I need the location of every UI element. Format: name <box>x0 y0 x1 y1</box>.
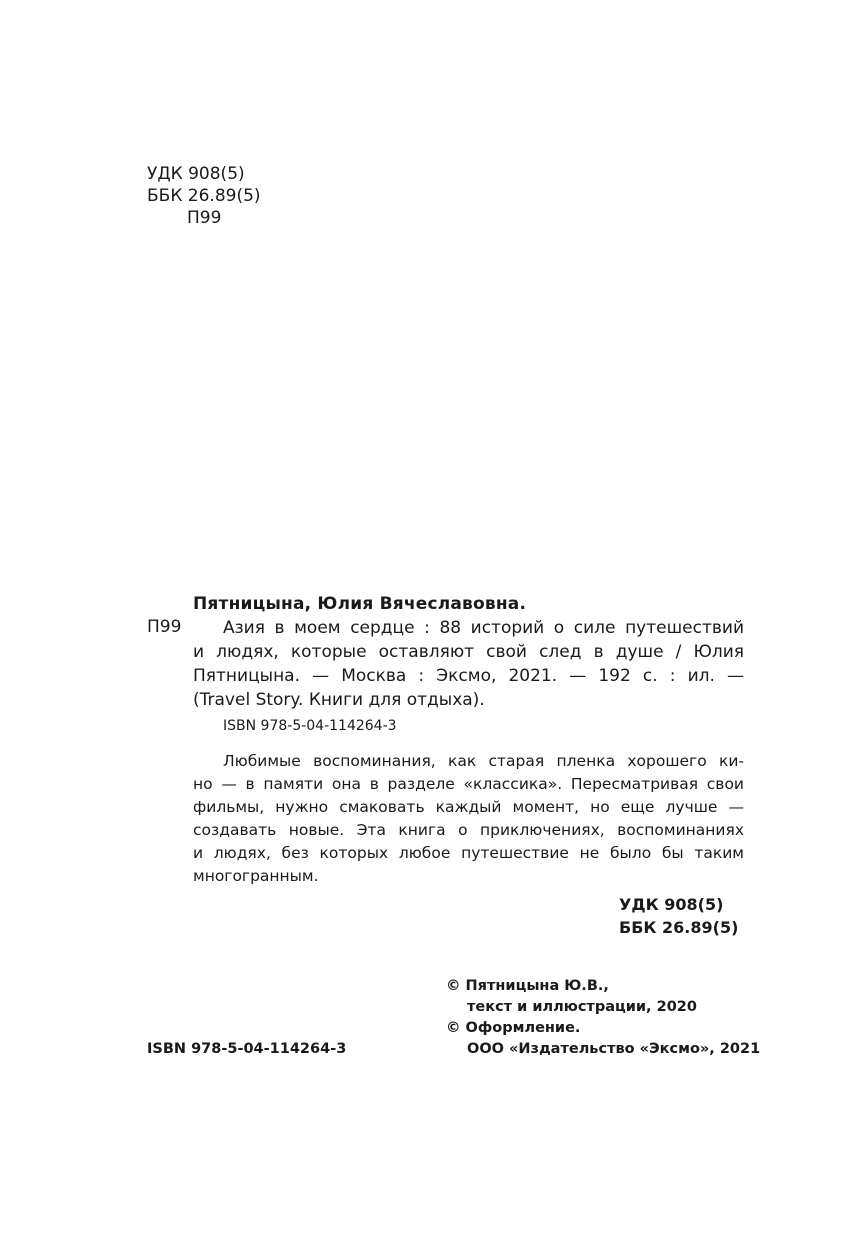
annotation-line: многогранным. <box>193 867 319 885</box>
copyright-publisher: ООО «Издательство «Эксмо», 2021 <box>467 1041 761 1057</box>
bbk-code: ББК 26.89(5) <box>147 186 261 206</box>
annotation-line: но — в памяти она в разделе «классика». Пересматривая свои <box>193 775 744 793</box>
udk-code-bottom: УДК 908(5) <box>619 895 724 914</box>
isbn-bottom: ISBN 978-5-04-114264-3 <box>147 1041 347 1057</box>
udk-code: УДК 908(5) <box>147 164 245 184</box>
annotation <box>193 750 744 888</box>
isbn-inline: ISBN 978-5-04-114264-3 <box>223 718 397 734</box>
annotation-line: Любимые воспоминания, как старая пленка хорошего ки- <box>223 752 744 770</box>
copyright-block <box>446 976 760 1060</box>
copyright-author-detail: текст и иллюстрации, 2020 <box>467 999 697 1015</box>
author-mark-side: П99 <box>147 617 182 637</box>
bbk-code-bottom: ББК 26.89(5) <box>619 918 739 937</box>
description-line: Пятницына. — Москва : Эксмо, 2021. — 192 с. : ил. — <box>193 666 744 686</box>
annotation-line: фильмы, нужно смаковать каждый момент, но еще лучше — <box>193 798 744 816</box>
description-line: Азия в моем сердце : 88 историй о силе путешествий <box>223 618 744 638</box>
copyright-author: © Пятницына Ю.В., <box>446 978 609 994</box>
description-line: и людях, которые оставляют свой след в душе / Юлия <box>193 642 744 662</box>
copyright-design: © Оформление. <box>446 1020 581 1036</box>
bibliographic-description <box>193 616 744 712</box>
classification-codes-bottom <box>619 893 738 939</box>
annotation-line: создавать новые. Эта книга о приключениях, воспоминаниях <box>193 821 744 839</box>
author-name: Пятницына, Юлия Вячеславовна. <box>193 594 527 614</box>
description-line: (Travel Story. Книги для отдыха). <box>193 690 485 710</box>
classification-codes-top <box>147 163 261 229</box>
annotation-line: и людях, без которых любое путешествие не было бы таким <box>193 844 744 862</box>
author-mark: П99 <box>187 208 222 228</box>
